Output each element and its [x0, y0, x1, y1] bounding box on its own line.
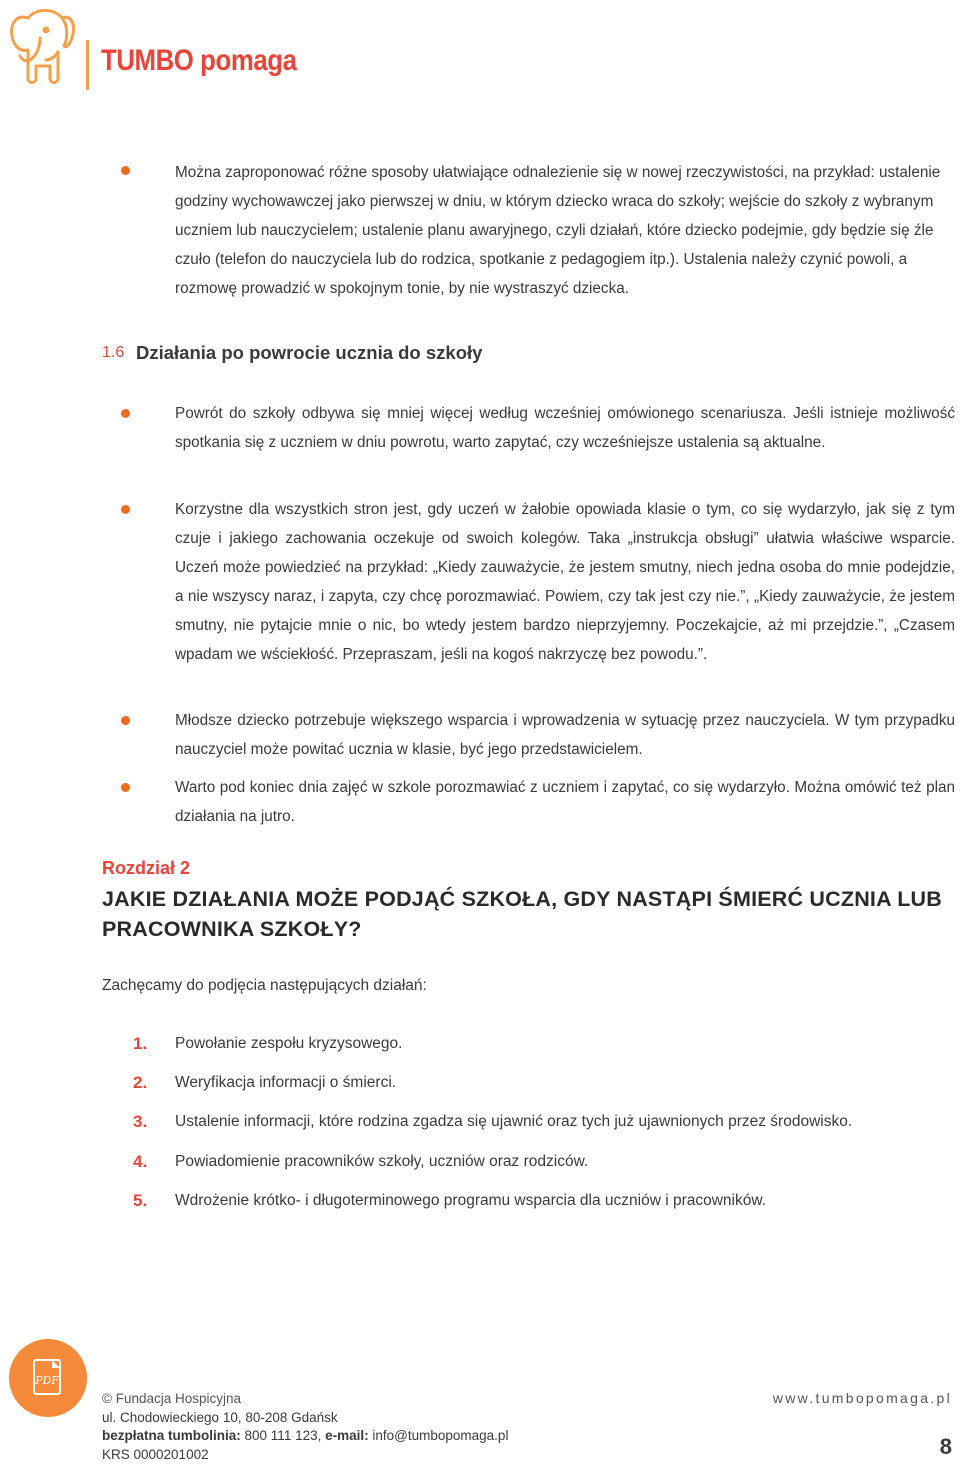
bullet-icon	[121, 409, 130, 418]
step-text: Powołanie zespołu kryzysowego.	[175, 1035, 402, 1053]
section-number: 1.6	[102, 344, 124, 362]
page-number: 8	[920, 1434, 952, 1460]
intro-paragraph: Można zaproponować różne sposoby ułatwiające odnalezienie się w nowej rzeczywistości, na przykład: ustalenie godziny wychowawczej jako pierwszej w dniu, w którym dziecko wraca do szkoły; wejście do szkoły z wybranym uczniem lub nauczycielem; ustalenie planu awaryjnego, czyli działań, które dziecko podejmie, gdy będzie się źle czuło (telefon do nauczyciela lub do rodzica, spotkanie z pedagogiem itp.). Ustalenia należy czynić powoli, a rozmowę prowadzić w spokojnym tonie, by nie wystraszyć dziecka.	[175, 158, 955, 303]
bullet-icon	[121, 505, 130, 514]
step-number: 2.	[133, 1073, 147, 1093]
footer-contact	[102, 1390, 508, 1464]
brand-title[interactable]: TUMBO pomaga	[101, 44, 297, 78]
hotline-value[interactable]: 800 111 123,	[245, 1428, 322, 1443]
step-number: 3.	[133, 1112, 147, 1132]
bullet-icon	[121, 716, 130, 725]
step-number: 5.	[133, 1191, 147, 1211]
pdf-badge-icon[interactable]	[8, 1338, 88, 1418]
step-text: Wdrożenie krótko- i długoterminowego programu wsparcia dla uczniów i pracowników.	[175, 1192, 766, 1210]
list-item: Młodsze dziecko potrzebuje większego wsparcia i wprowadzenia w sytuację przez nauczyciela. W tym przypadku nauczyciel może powitać ucznia w klasie, być jego przedstawicielem.	[175, 706, 955, 764]
step-number: 1.	[133, 1034, 147, 1054]
list-item	[0, 1112, 960, 1142]
step-text: Ustalenie informacji, które rodzina zgadza się ujawnić oraz tych już ujawnionych przez środowisko.	[175, 1113, 852, 1131]
list-item: Korzystne dla wszystkich stron jest, gdy uczeń w żałobie opowiada klasie o tym, co się wydarzyło, jak się z tym czuje i jakiego zachowania oczekuje od swoich kolegów. Taka „instrukcja obsługi” ułatwia właściwe wsparcie. Uczeń może powiedzieć na przykład: „Kiedy zauważycie, że jestem smutny, niech jedna osoba do mnie podejdzie, a nie wszyscy naraz, i zapyta, czy chcę porozmawiać. Powiem, czy tak jest czy nie.”, „Kiedy zauważycie, że jestem smutny, nie pytajcie mnie o nic, bo wtedy jestem bardzo nieprzyjemny. Poczekajcie, aż mi przejdzie.”, „Czasem wpadam we wściekłość. Przepraszam, jeśli na kogoś nakrzyczę bez powodu.”.	[175, 495, 955, 669]
email-label: e-mail:	[325, 1428, 369, 1443]
step-number: 4.	[133, 1152, 147, 1172]
chapter-label: Rozdział 2	[102, 858, 190, 879]
list-item	[0, 1152, 960, 1182]
hotline-label: bezpłatna tumbolinia:	[102, 1428, 241, 1443]
list-item	[0, 1191, 960, 1221]
list-item	[0, 1034, 960, 1064]
bullet-icon	[121, 783, 130, 792]
elephant-icon	[6, 4, 78, 92]
step-text: Powiadomienie pracowników szkoły, uczniów oraz rodziców.	[175, 1153, 588, 1171]
footer-hotline	[102, 1427, 508, 1446]
list-item: Powrót do szkoły odbywa się mniej więcej według wcześniej omówionego scenariusza. Jeśli istnieje możliwość spotkania się z uczniem w dniu powrotu, warto zapytać, czy wcześniejsze ustalenia są aktualne.	[175, 399, 955, 457]
chapter-intro: Zachęcamy do podjęcia następujących działań:	[102, 977, 427, 995]
step-text: Weryfikacja informacji o śmierci.	[175, 1074, 396, 1092]
footer-krs: KRS 0000201002	[102, 1446, 508, 1464]
page-header	[0, 0, 960, 100]
list-item	[0, 1073, 960, 1103]
pdf-badge-label: PDF	[34, 1374, 59, 1387]
email-link[interactable]: info@tumbopomaga.pl	[372, 1428, 508, 1443]
brand-divider	[86, 40, 89, 90]
bullet-icon	[121, 166, 130, 175]
chapter-title: JAKIE DZIAŁANIA MOŻE PODJĄĆ SZKOŁA, GDY NASTĄPI ŚMIERĆ UCZNIA LUB PRACOWNIKA SZKOŁY?	[102, 884, 960, 944]
footer-address: ul. Chodowieckiego 10, 80-208 Gdańsk	[102, 1409, 508, 1428]
section-title: Działania po powrocie ucznia do szkoły	[136, 342, 482, 364]
footer-org: © Fundacja Hospicyjna	[102, 1390, 508, 1409]
website-link[interactable]: www.tumbopomaga.pl	[760, 1390, 952, 1406]
list-item: Warto pod koniec dnia zajęć w szkole porozmawiać z uczniem i zapytać, co się wydarzyło. Można omówić też plan działania na jutro.	[175, 773, 955, 831]
